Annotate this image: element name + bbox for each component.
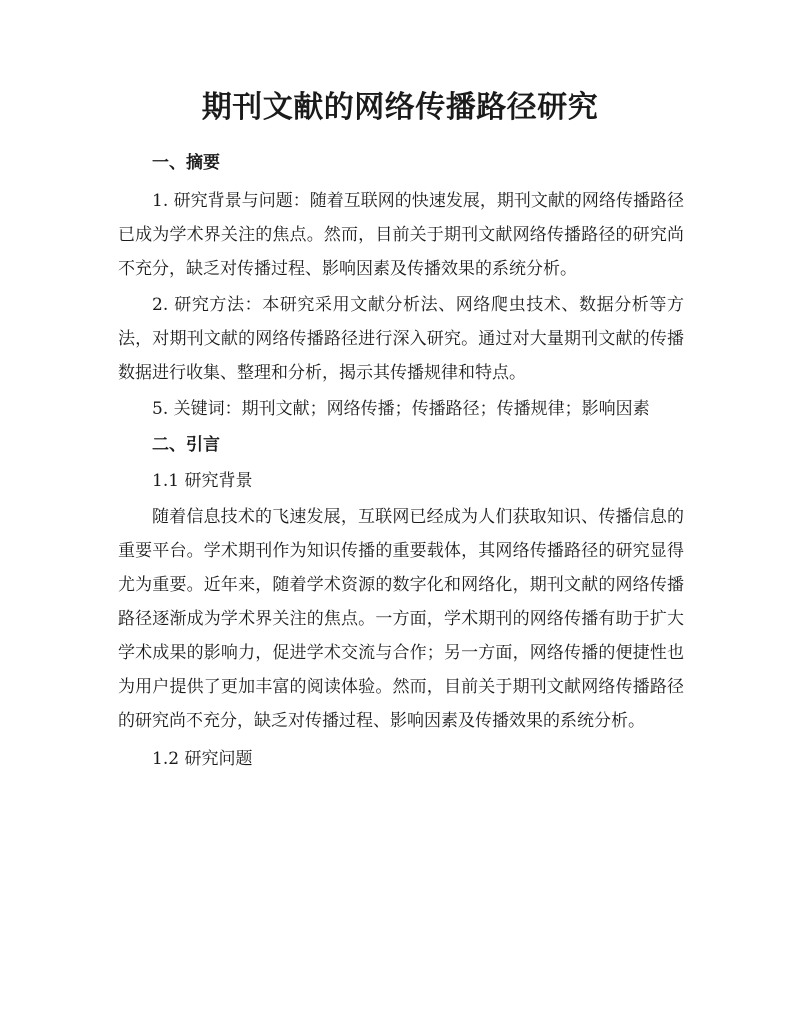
subsection-heading-research-question: 1.2 研究问题 (152, 749, 253, 769)
section-heading-introduction: 二、引言 (152, 435, 220, 455)
subsection-heading-background: 1.1 研究背景 (152, 471, 253, 491)
document-body (118, 146, 684, 776)
document-title: 期刊文献的网络传播路径研究 (201, 90, 599, 125)
abstract-item-methods: 2. 研究方法：本研究采用文献分析法、网络爬虫技术、数据分析等方法，对期刊文献的网络传播路径进行深入研究。通过对大量期刊文献的传播数据进行收集、整理和分析，揭示其传播规律和特点。 (118, 295, 684, 383)
section-heading-abstract: 一、摘要 (152, 153, 220, 173)
abstract-item-background: 1. 研究背景与问题：随着互联网的快速发展，期刊文献的网络传播路径已成为学术界关注的焦点。然而，目前关于期刊文献网络传播路径的研究尚不充分，缺乏对传播过程、影响因素及传播效果的系统分析。 (118, 191, 684, 279)
paragraph-background: 随着信息技术的飞速发展，互联网已经成为人们获取知识、传播信息的重要平台。学术期刊作为知识传播的重要载体，其网络传播路径的研究显得尤为重要。近年来，随着学术资源的数字化和网络化，期刊文献的网络传播路径逐渐成为学术界关注的焦点。一方面，学术期刊的网络传播有助于扩大学术成果的影响力，促进学术交流与合作；另一方面，网络传播的便捷性也为用户提供了更加丰富的阅读体验。然而，目前关于期刊文献网络传播路径的研究尚不充分，缺乏对传播过程、影响因素及传播效果的系统分析。 (118, 507, 684, 731)
abstract-item-keywords: 5. 关键词：期刊文献；网络传播；传播路径；传播规律；影响因素 (152, 399, 650, 419)
